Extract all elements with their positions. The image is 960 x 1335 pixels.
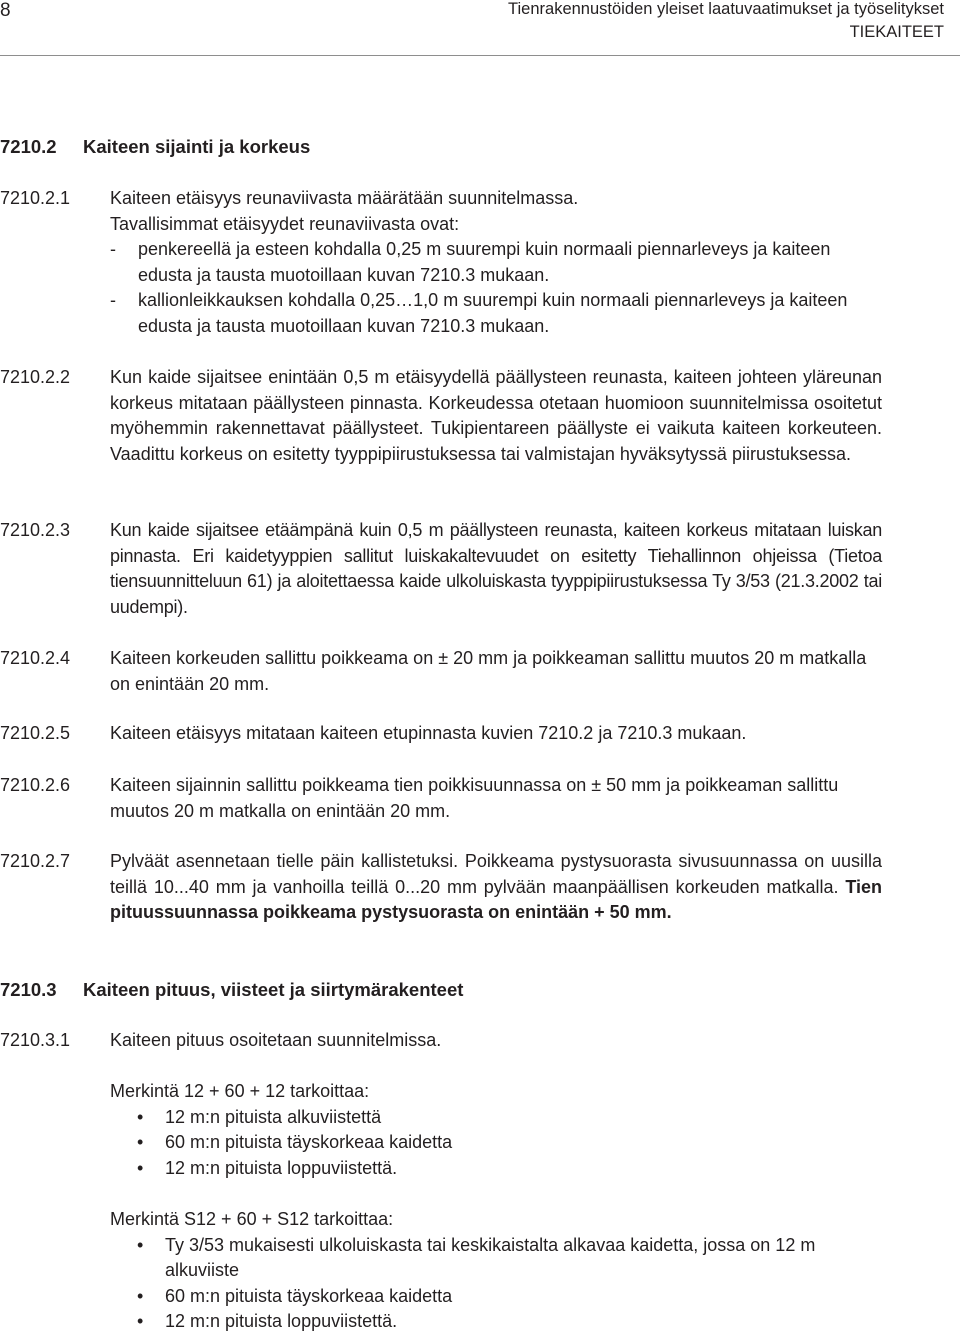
bullet-item	[110, 1156, 882, 1182]
section-title: Kaiteen sijainti ja korkeus	[83, 136, 311, 157]
bullet-item	[110, 1309, 882, 1335]
dash-list-item	[110, 288, 882, 339]
section-number: 7210.3	[0, 979, 57, 1000]
paragraph-7210-2-1	[110, 186, 882, 339]
bullet-marker: •	[137, 1157, 144, 1178]
bullet-text: 60 m:n pituista täyskorkeaa kaidetta	[165, 1285, 453, 1306]
page-number: 8	[0, 0, 11, 21]
bullet-text: 60 m:n pituista täyskorkeaa kaidetta	[165, 1132, 453, 1152]
paragraph-7210-2-6: Kaiteen sijainnin sallittu poikkeama tien poikkisuunnassa on ± 50 mm ja poikkeaman sallittu muutos 20 m matkalla on enintään 20 mm.	[110, 775, 839, 821]
section-heading-7210-3	[0, 977, 463, 1003]
marking-list-1	[110, 1079, 882, 1181]
paragraph-number-7210-2-6: 7210.2.6	[0, 775, 71, 795]
bullet-marker: •	[137, 1234, 144, 1255]
bullet-marker: •	[137, 1106, 144, 1127]
bullet-item	[110, 1130, 882, 1156]
bullet-text: Ty 3/53 mukaisesti ulkoluiskasta tai keskikaistalta alkavaa kaidetta, jossa on 12 m alkuviiste	[165, 1234, 816, 1280]
bullet-text: 12 m:n pituista loppuviistettä.	[165, 1311, 398, 1331]
bullet-marker: •	[137, 1132, 144, 1152]
paragraph-number-7210-3-1: 7210.3.1	[0, 1030, 71, 1050]
bullet-item	[110, 1233, 882, 1284]
dash-marker: -	[110, 239, 116, 259]
paragraph-7210-2-5: Kaiteen etäisyys mitataan kaiteen etupinnasta kuvien 7210.2 ja 7210.3 mukaan.	[110, 723, 747, 743]
running-header	[508, 0, 944, 43]
section-heading-7210-2	[0, 134, 310, 160]
paragraph-number-7210-2-1: 7210.2.1	[0, 188, 71, 208]
paragraph-number-7210-2-7: 7210.2.7	[0, 851, 71, 871]
bullet-text: 12 m:n pituista loppuviistettä.	[165, 1157, 398, 1178]
paragraph-line: Kaiteen etäisyys reunaviivasta määrätään suunnitelmassa.	[110, 188, 579, 208]
paragraph-7210-2-7	[110, 849, 882, 926]
paragraph-number-7210-2-5: 7210.2.5	[0, 723, 71, 743]
paragraph-line: Tavallisimmat etäisyydet reunaviivasta ovat:	[110, 213, 460, 234]
paragraph-7210-2-3: Kun kaide sijaitsee etäämpänä kuin 0,5 m päällysteen reunasta, kaiteen korkeus mitataan luiskan pinnasta. Eri kaidetyyppien sallitut luiskakaltevuudet on esitetty Tiehallinnon ohjeissa (Tietoa tiensuunnitteluun 61) ja aloitettaessa kaide ulkoluiskasta tyyppipiirustuksessa Ty 3/53 (21.3.2002 tai uudempi).	[110, 520, 882, 617]
marking-intro: Merkintä 12 + 60 + 12 tarkoittaa:	[110, 1081, 370, 1101]
paragraph-7210-2-2: Kun kaide sijaitsee enintään 0,5 m etäisyydellä päällysteen reunasta, kaiteen johteen yläreunan korkeus mitataan päällysteen pinnasta. Korkeudessa otetaan huomioon suunnitelmissa osoitetut myöhemmin rakennettavat päällysteet. Tukipientareen päällyste ei vaikuta kaiteen korkeuteen. Vaadittu korkeus on esitetty tyyppipiirustuksessa tai valmistajan hyväksytyssä piirustuksessa.	[110, 367, 882, 464]
paragraph-number-7210-2-2: 7210.2.2	[0, 367, 71, 387]
paragraph-number-7210-2-4: 7210.2.4	[0, 648, 71, 668]
bullet-item	[110, 1284, 882, 1310]
bullet-item	[110, 1105, 882, 1131]
paragraph-7210-2-4: Kaiteen korkeuden sallittu poikkeama on ± 20 mm ja poikkeaman sallittu muutos 20 m matkalla on enintään 20 mm.	[110, 648, 867, 694]
paragraph-7210-3-1: Kaiteen pituus osoitetaan suunnitelmissa.	[110, 1030, 442, 1050]
dash-list-item	[110, 237, 882, 288]
header-divider	[0, 55, 960, 56]
section-number: 7210.2	[0, 136, 57, 157]
dash-marker: -	[110, 290, 116, 310]
marking-intro: Merkintä S12 + 60 + S12 tarkoittaa:	[110, 1209, 394, 1229]
paragraph-text: Pylväät asennetaan tielle päin kallistetuksi. Poikkeama pystysuorasta sivusuunnassa on uusilla teillä 10...40 mm ja vanhoilla teillä 0...20 mm pylvään maanpäällisen korkeuden matkalla.	[110, 851, 882, 897]
marking-list-2	[110, 1207, 882, 1335]
running-header-subtitle: TIEKAITEET	[849, 22, 944, 41]
dash-item-text: penkereellä ja esteen kohdalla 0,25 m suurempi kuin normaali piennarleveys ja kaiteen edusta ja tausta muotoillaan kuvan 7210.3 mukaan.	[138, 239, 831, 285]
paragraph-bold-text: Tien pituussuunnassa poikkeama pystysuorasta on enintään + 50 mm.	[110, 876, 882, 922]
bullet-text: 12 m:n pituista alkuviistettä	[165, 1106, 382, 1127]
bullet-marker: •	[137, 1285, 144, 1306]
bullet-marker: •	[137, 1311, 144, 1331]
running-header-title: Tienrakennustöiden yleiset laatuvaatimukset ja työselitykset	[508, 0, 944, 18]
section-title: Kaiteen pituus, viisteet ja siirtymärakenteet	[83, 979, 464, 1000]
dash-item-text: kallionleikkauksen kohdalla 0,25…1,0 m suurempi kuin normaali piennarleveys ja kaiteen edusta ja tausta muotoillaan kuvan 7210.3 mukaan.	[138, 290, 848, 336]
paragraph-number-7210-2-3: 7210.2.3	[0, 520, 71, 540]
